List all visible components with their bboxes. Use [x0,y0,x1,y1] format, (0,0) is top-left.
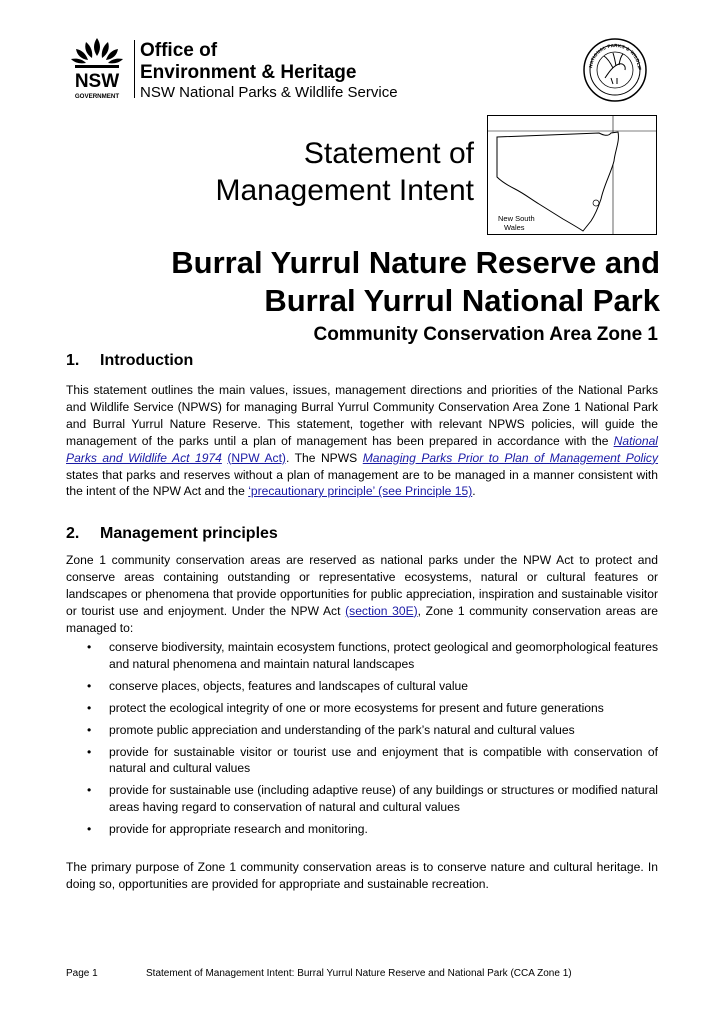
section1-paragraph: This statement outlines the main values, issues, management directions and priorities of the National Parks and Wildlife Service (NPWS) for managing Burral Yurrul Community Conservation Area Zone 1 National Park and Burral Yurrul Nature Reserve. This statement, together with relevant NPWS policies, will guide the management of the parks until a plan of management has been prepared in accordance with the National Parks and Wildlife Act 1974 (NPW Act). The NPWS Managing Parks Prior to Plan of Management Policy states that parks and reserves without a plan of management are to be managed in a manner consistent with the intent of the NPW Act and the ‘precautionary principle’ (see Principle 15). [66,383,659,499]
nsw-locator-map [487,115,657,235]
footer-document-title: Statement of Management Intent: Burral Yurrul Nature Reserve and National Park (CCA Zone 1) [146,968,572,979]
bullet-icon: • [87,783,92,798]
list-item: • conserve biodiversity, maintain ecosystem functions, protect geological and geomorphological features and natural phenomena and maintain natural landscapes [87,640,658,671]
list-item: • promote public appreciation and understanding of the park’s natural and cultural values [87,722,575,737]
list-item: • protect the ecological integrity of one or more ecosystems for present and future generations [87,700,604,715]
org-name-line2: Environment & Heritage [140,62,357,83]
svg-text:NATIONAL PARKS & WILDLIFE SERV: NATIONAL PARKS & WILDLIF [588,42,643,71]
npw-act-abbr-link[interactable]: (NPW Act) [227,450,286,465]
section2-title: Management principles [100,525,278,542]
list-item: • conserve places, objects, features and landscapes of cultural value [87,678,468,693]
section2-closing-paragraph: The primary purpose of Zone 1 community conservation areas is to conserve nature and cultural heritage. In doing so, opportunities are provided for appropriate and sustainable recreation. [66,860,658,891]
svg-text:Wales: Wales [504,223,525,232]
section-30e-link[interactable]: (section 30E) [345,603,418,618]
svg-text:NSW: NSW [74,71,120,92]
section1-number: 1. [66,352,80,369]
svg-text:New South: New South [498,214,535,223]
list-item: • provide for sustainable visitor or tourist use and enjoyment that is compatible with conservation of natural and cultural values [87,744,658,776]
park-name-line2: Burral Yurrul National Park [264,283,660,318]
park-name-line1: Burral Yurrul Nature Reserve and [171,245,660,280]
section2-heading [66,525,278,543]
document-title-line2: Management Intent [215,174,474,207]
list-item: • provide for sustainable use (including adaptive reuse) of any buildings or structures or modified natural areas having regard to conservation of natural and cultural values [87,783,658,815]
bullet-icon: • [87,744,92,759]
document-title-line1: Statement of [303,137,474,170]
section2-number: 2. [66,525,80,542]
svg-text:GOVERNMENT: GOVERNMENT [74,93,120,100]
section2-paragraph: Zone 1 community conservation areas are reserved as national parks under the NPW Act to protect and conserve areas containing outstanding or representative ecosystems, natural or cultural features or landscapes or phenomena that provide opportunities for public appreciation, inspiration and sustainable visitor or tourist use and enjoyment. Under the NPW Act (section 30E), Zone 1 community conservation areas are managed to: [66,553,658,635]
precautionary-principle-link[interactable]: ‘precautionary principle’ (see Principle 15) [248,484,473,499]
bullet-icon: • [87,700,92,715]
list-item: • provide for appropriate research and monitoring. [87,822,368,837]
org-name-line3: NSW National Parks & Wildlife Service [140,84,398,101]
bullet-icon: • [87,722,92,737]
org-name-line1: Office of [140,40,218,61]
park-subtitle: Community Conservation Area Zone 1 [313,324,658,345]
bullet-icon: • [87,822,92,837]
npw-act-link[interactable]: National Parks and Wildlife Act 1974 [66,433,658,465]
bullet-icon: • [87,678,92,693]
footer-page-number: Page 1 [66,968,98,979]
section1-title: Introduction [100,352,194,369]
logo-divider [134,40,135,98]
bullet-icon: • [87,640,92,654]
management-principles-list [66,639,658,838]
npws-seal-logo [583,38,647,102]
section1-heading [66,352,193,370]
managing-parks-policy-link[interactable]: Managing Parks Prior to Plan of Management Policy [362,450,659,465]
nsw-government-logo [66,36,128,102]
